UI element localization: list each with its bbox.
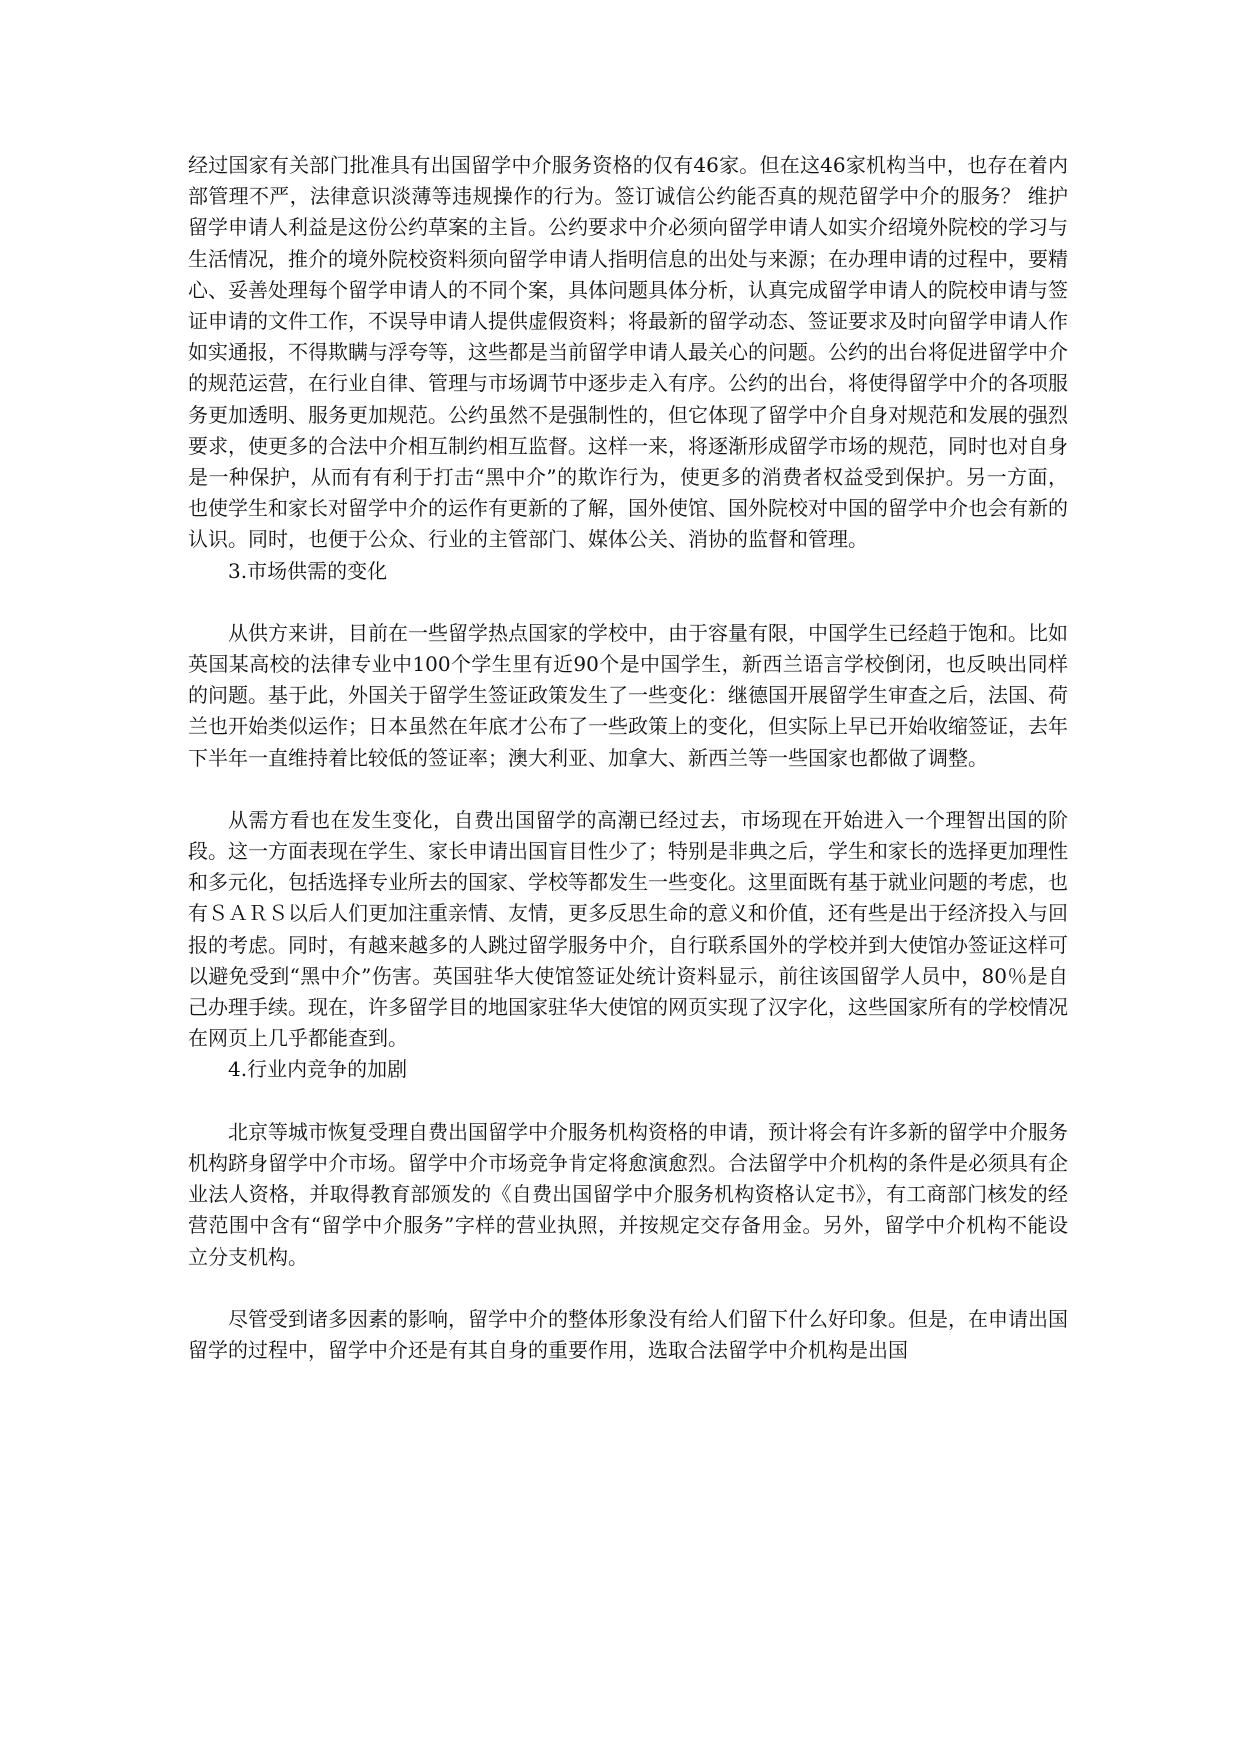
document-body <box>188 150 1068 1366</box>
paragraph-agency-role: 尽管受到诸多因素的影响，留学中介的整体形象没有给人们留下什么好印象。但是，在申请出国留学的过程中，留学中介还是有其自身的重要作用，选取合法留学中介机构是出国 <box>188 1306 1068 1362</box>
section-heading-industry-competition: 4.行业内竞争的加剧 <box>228 1057 408 1082</box>
paragraph-integrity-convention: 经过国家有关部门批准具有出国留学中介服务资格的仅有46家。但在这46家机构当中，也存在着内部管理不严，法律意识淡薄等违规操作的行为。签订诚信公约能否真的规范留学中介的服务？ 维护留学申请人利益是这份公约草案的主旨。公约要求中介必须向留学申请人如实介绍境外院校的学习与生活情况，推介的境外院校资料须向留学申请人指明信息的出处与来源；在办理申请的过程中，要精心、妥善处理每个留学申请人的不同个案，具体问题具体分析，认真完成留学申请人的院校申请与签证申请的文件工作，不误导申请人提供虚假资料；将最新的留学动态、签证要求及时向留学申请人作如实通报，不得欺瞒与浮夸等，这些都是当前留学申请人最关心的问题。公约的出台将促进留学中介的规范运营，在行业自律、管理与市场调节中逐步走入有序。公约的出台，将使得留学中介的各项服务更加透明、服务更加规范。公约虽然不是强制性的，但它体现了留学中介自身对规范和发展的强烈要求，使更多的合法中介相互制约相互监督。这样一来，将逐渐形成留学市场的规范，同时也对自身是一种保护，从而有有利于打击“黑中介”的欺诈行为，使更多的消费者权益受到保护。另一方面，也使学生和家长对留学中介的运作有更新的了解，国外使馆、国外院校对中国的留学中介也会有新的认识。同时，也便于公众、行业的主管部门、媒体公关、消协的监督和管理。 <box>188 153 1068 552</box>
section-heading-market-supply-demand: 3.市场供需的变化 <box>228 558 388 583</box>
paragraph-competition: 北京等城市恢复受理自费出国留学中介服务机构资格的申请，预计将会有许多新的留学中介服务机构跻身留学中介市场。留学中介市场竞争肯定将愈演愈烈。合法留学中介机构的条件是必须具有企业法人资格，并取得教育部颁发的《自费出国留学中介服务机构资格认定书》，有工商部门核发的经营范围中含有“留学中介服务”字样的营业执照，并按规定交存备用金。另外，留学中介机构不能设立分支机构。 <box>188 1119 1068 1269</box>
paragraph-demand-side: 从需方看也在发生变化，自费出国留学的高潮已经过去，市场现在开始进入一个理智出国的阶段。这一方面表现在学生、家长申请出国盲目性少了；特别是非典之后，学生和家长的选择更加理性和多元化，包括选择专业所去的国家、学校等都发生一些变化。这里面既有基于就业问题的考虑，也有ＳＡＲＳ以后人们更加注重亲情、友情，更多反思生命的意义和价值，还有些是出于经济投入与回报的考虑。同时，有越来越多的人跳过留学服务中介，自行联系国外的学校并到大使馆办签证这样可以避免受到“黑中介”伤害。英国驻华大使馆签证处统计资料显示，前往该国留学人员中，80％是自己办理手续。现在，许多留学目的地国家驻华大使馆的网页实现了汉字化，这些国家所有的学校情况在网页上几乎都能查到。 <box>188 807 1068 1051</box>
paragraph-supply-side: 从供方来讲，目前在一些留学热点国家的学校中，由于容量有限，中国学生已经趋于饱和。比如英国某高校的法律专业中100个学生里有近90个是中国学生，新西兰语言学校倒闭，也反映出同样的问题。基于此，外国关于留学生签证政策发生了一些变化：继德国开展留学生审查之后，法国、荷兰也开始类似运作；日本虽然在年底才公布了一些政策上的变化，但实际上早已开始收缩签证，去年下半年一直维持着比较低的签证率；澳大利亚、加拿大、新西兰等一些国家也都做了调整。 <box>188 620 1068 770</box>
